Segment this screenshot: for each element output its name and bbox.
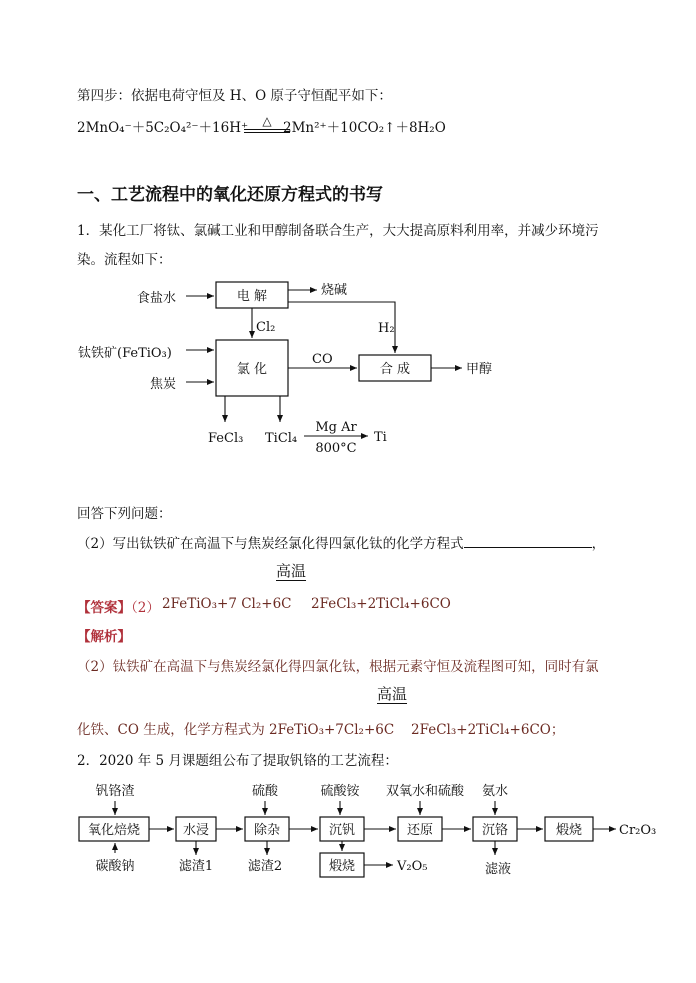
step4-equation-rhs: 2Mn²⁺＋10CO₂↑＋8H₂O [283,120,446,136]
step4-equation-lhs: 2MnO₄⁻＋5C₂O₄²⁻＋16H⁺ [77,120,249,136]
answer-num: （2） [131,600,160,616]
input-coke: 焦炭 [150,377,177,392]
label-ticl4: TiCl₄ [265,431,298,446]
box-label-1: 水浸 [182,823,210,838]
label-fecl3: FeCl₃ [208,431,244,446]
top-input-ammonia: 氨水 [481,784,509,799]
box-label-7: 煅烧 [328,859,356,874]
label-caustic-soda: 烧碱 [321,283,348,298]
q1-sub2 [77,532,605,552]
comma: ， [591,536,606,552]
analysis-line2-rhs: 2FeCl₃+2TiCl₄+6CO； [411,722,565,738]
top-input-slag: 钒铬渣 [95,784,135,799]
product-cr2o3: Cr₂O₃ [619,823,657,838]
label-800c: 800°C [315,441,357,456]
analysis-condition-gaowen: 高温 [377,685,408,703]
bottom-v2o5: V₂O₅ [397,859,428,874]
input-brine: 食盐水 [137,291,177,306]
bottom-filtrate: 滤液 [484,862,512,877]
answer-condition-gaowen: 高温 [276,562,307,580]
box-label-2: 除杂 [253,823,281,838]
q1-sub2-text: （2）写出钛铁矿在高温下与焦炭经氯化得四氯化钛的化学方程式 [77,536,464,552]
label-mg-ar: Mg Ar [315,420,357,435]
label-cl2: Cl₂ [256,320,276,335]
q1-text-line2: 染。流程如下： [77,252,172,268]
box-electrolysis-label: 电 解 [236,289,268,304]
analysis-line1: （2）钛铁矿在高温下与焦炭经氯化得四氯化钛，根据元素守恒及流程图可知，同时有氯 [77,659,599,675]
label-h2: H₂ [378,321,395,336]
box-label-0: 氧化焙烧 [87,823,141,838]
answer-prompt: 回答下列问题： [77,506,172,522]
box-synthesis-label: 合 成 [379,362,411,377]
input-ilmenite: 钛铁矿(FeTiO₃) [78,346,172,361]
box-label-5: 沉铬 [481,823,509,838]
titanium-flow-diagram [0,270,696,460]
top-input-h2so4: 硫酸 [251,784,279,799]
q2-text: 2．2020 年 5 月课题组公布了提取钒铬的工艺流程： [77,753,398,769]
box-chlorination-label: 氯 化 [236,362,268,377]
bottom-residue-1: 滤渣1 [178,859,214,874]
label-co: CO [312,352,333,367]
step4-label: 第四步：依据电荷守恒及 H、O 原子守恒配平如下： [77,88,392,104]
analysis-line2-lhs: 化铁、CO 生成，化学方程式为 2FeTiO₃+7Cl₂+6C [77,722,395,738]
condition-delta: △ [262,114,272,128]
bottom-sodium-carbonate: 碳酸钠 [95,859,135,874]
label-methanol: 甲醇 [466,362,493,377]
bottom-residue-2: 滤渣2 [247,859,283,874]
answer-lhs: 2FeTiO₃+7 Cl₂+6C [162,596,292,612]
analysis-label: 【解析】 [77,629,131,645]
answer-blank[interactable] [464,535,592,548]
section-title: 一、工艺流程中的氧化还原方程式的书写 [77,185,383,205]
q1-text-line1: 1．某化工厂将钛、氯碱工业和甲醇制备联合生产，大大提高原料利用率，并减少环境污 [77,223,599,239]
vanadium-chromium-flow-diagram [0,775,696,885]
answer-rhs: 2FeCl₃+2TiCl₄+6CO [311,596,451,612]
box-label-4: 还原 [406,823,434,838]
top-input-h2o2-h2so4: 双氧水和硫酸 [385,784,465,799]
label-ti: Ti [374,430,387,445]
answer-label: 【答案】 [77,600,131,616]
box-label-3: 沉钒 [328,823,356,838]
answer-line [77,596,160,616]
top-input-ammonium-sulfate: 硫酸铵 [320,784,360,799]
box-label-6: 煅烧 [555,823,583,838]
